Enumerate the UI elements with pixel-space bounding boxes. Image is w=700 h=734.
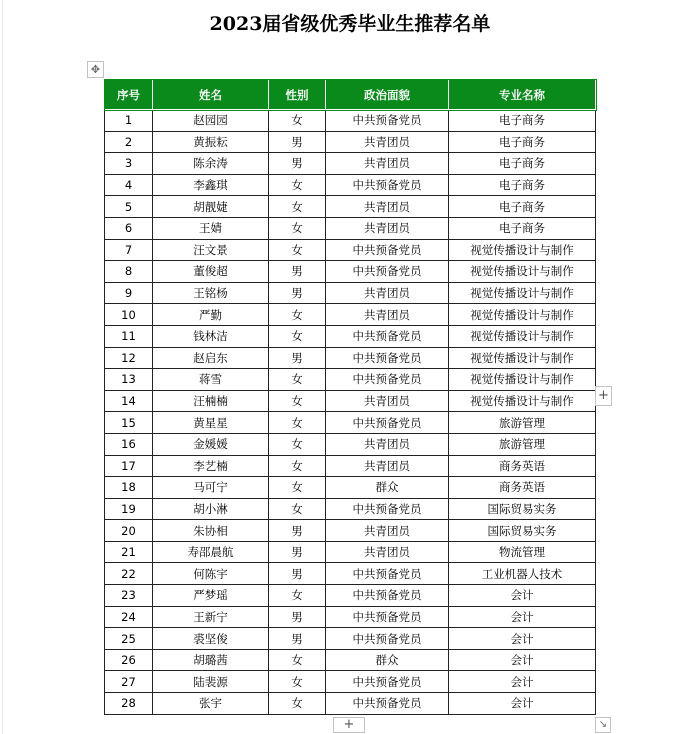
cell-political-status[interactable]: 共青团员 [326,131,449,153]
cell-gender[interactable]: 男 [269,541,326,563]
cell-gender[interactable]: 女 [269,196,326,218]
table-row[interactable] [105,110,596,132]
cell-gender[interactable]: 女 [269,671,326,693]
cell-major[interactable]: 视觉传播设计与制作 [449,261,596,283]
table-row[interactable] [105,606,596,628]
cell-index[interactable]: 5 [105,196,153,218]
cell-political-status[interactable]: 中共预备党员 [326,628,449,650]
cell-major[interactable]: 电子商务 [449,196,596,218]
cell-major[interactable]: 电子商务 [449,110,596,132]
cell-index[interactable]: 12 [105,347,153,369]
cell-gender[interactable]: 男 [269,347,326,369]
cell-major[interactable]: 国际贸易实务 [449,520,596,542]
table-row[interactable] [105,369,596,391]
cell-major[interactable]: 会计 [449,606,596,628]
cell-gender[interactable]: 男 [269,153,326,175]
cell-major[interactable]: 旅游管理 [449,433,596,455]
cell-name[interactable]: 金媛媛 [153,433,269,455]
cell-index[interactable]: 8 [105,261,153,283]
cell-gender[interactable]: 女 [269,412,326,434]
cell-political-status[interactable]: 中共预备党员 [326,174,449,196]
cell-name[interactable]: 严勤 [153,304,269,326]
cell-political-status[interactable]: 中共预备党员 [326,325,449,347]
cell-political-status[interactable]: 中共预备党员 [326,110,449,132]
cell-gender[interactable]: 女 [269,585,326,607]
cell-name[interactable]: 李艺楠 [153,455,269,477]
cell-political-status[interactable]: 共青团员 [326,455,449,477]
cell-index[interactable]: 10 [105,304,153,326]
cell-index[interactable]: 23 [105,585,153,607]
cell-index[interactable]: 16 [105,433,153,455]
cell-gender[interactable]: 女 [269,455,326,477]
cell-index[interactable]: 19 [105,498,153,520]
cell-name[interactable]: 黄振耘 [153,131,269,153]
cell-gender[interactable]: 男 [269,261,326,283]
cell-major[interactable]: 工业机器人技术 [449,563,596,585]
cell-gender[interactable]: 女 [269,325,326,347]
table-row[interactable] [105,261,596,283]
cell-political-status[interactable]: 共青团员 [326,217,449,239]
cell-major[interactable]: 商务英语 [449,455,596,477]
cell-name[interactable]: 王新宁 [153,606,269,628]
cell-index[interactable]: 9 [105,282,153,304]
cell-gender[interactable]: 男 [269,563,326,585]
cell-political-status[interactable]: 中共预备党员 [326,498,449,520]
cell-index[interactable]: 24 [105,606,153,628]
cell-major[interactable]: 会计 [449,628,596,650]
cell-gender[interactable]: 女 [269,498,326,520]
cell-name[interactable]: 汪文景 [153,239,269,261]
cell-political-status[interactable]: 中共预备党员 [326,261,449,283]
cell-index[interactable]: 2 [105,131,153,153]
cell-political-status[interactable]: 中共预备党员 [326,671,449,693]
cell-index[interactable]: 18 [105,477,153,499]
table-row[interactable] [105,628,596,650]
table-row[interactable] [105,153,596,175]
cell-index[interactable]: 13 [105,369,153,391]
table-row[interactable] [105,325,596,347]
cell-index[interactable]: 28 [105,693,153,715]
table-row[interactable] [105,131,596,153]
cell-political-status[interactable]: 共青团员 [326,282,449,304]
header-cell-major: 专业名称 [449,80,596,110]
cell-gender[interactable]: 女 [269,390,326,412]
table-row[interactable] [105,433,596,455]
cell-name[interactable]: 朱协相 [153,520,269,542]
cell-major[interactable]: 旅游管理 [449,412,596,434]
table-row[interactable] [105,174,596,196]
table-row[interactable] [105,671,596,693]
cell-index[interactable]: 14 [105,390,153,412]
cell-index[interactable]: 1 [105,110,153,132]
cell-major[interactable]: 会计 [449,693,596,715]
cell-gender[interactable]: 男 [269,131,326,153]
cell-major[interactable]: 会计 [449,671,596,693]
cell-index[interactable]: 6 [105,217,153,239]
cell-gender[interactable]: 男 [269,282,326,304]
table-row[interactable] [105,282,596,304]
cell-name[interactable]: 胡璐茜 [153,649,269,671]
header-cell-political-status: 政治面貌 [326,80,449,110]
cell-major[interactable]: 电子商务 [449,174,596,196]
table-resize-handle[interactable] [595,717,611,733]
table-row[interactable] [105,412,596,434]
cell-major[interactable]: 视觉传播设计与制作 [449,347,596,369]
plus-icon: + [598,388,609,403]
cell-index[interactable]: 17 [105,455,153,477]
cell-index[interactable]: 25 [105,628,153,650]
cell-name[interactable]: 裘坚俊 [153,628,269,650]
cell-gender[interactable]: 女 [269,304,326,326]
cell-political-status[interactable]: 共青团员 [326,520,449,542]
cell-political-status[interactable]: 中共预备党员 [326,563,449,585]
cell-major[interactable]: 视觉传播设计与制作 [449,390,596,412]
cell-name[interactable]: 胡小淋 [153,498,269,520]
cell-gender[interactable]: 女 [269,110,326,132]
move-icon: ✥ [90,63,101,76]
cell-major[interactable]: 物流管理 [449,541,596,563]
cell-index[interactable]: 15 [105,412,153,434]
cell-gender[interactable]: 男 [269,520,326,542]
cell-political-status[interactable]: 共青团员 [326,196,449,218]
table-row[interactable] [105,239,596,261]
cell-index[interactable]: 3 [105,153,153,175]
add-column-button[interactable] [595,386,612,406]
cell-name[interactable]: 何陈宇 [153,563,269,585]
cell-political-status[interactable]: 群众 [326,477,449,499]
cell-gender[interactable]: 女 [269,217,326,239]
cell-political-status[interactable]: 共青团员 [326,541,449,563]
cell-major[interactable]: 视觉传播设计与制作 [449,325,596,347]
table-row[interactable] [105,196,596,218]
cell-political-status[interactable]: 中共预备党员 [326,585,449,607]
table-row[interactable] [105,390,596,412]
page-title: 2023届省级优秀毕业生推荐名单 [209,13,491,35]
cell-index[interactable]: 20 [105,520,153,542]
cell-major[interactable]: 视觉传播设计与制作 [449,304,596,326]
page-edge [2,0,3,734]
cell-name[interactable]: 王婧 [153,217,269,239]
table-row[interactable] [105,541,596,563]
cell-political-status[interactable]: 共青团员 [326,304,449,326]
cell-political-status[interactable]: 共青团员 [326,433,449,455]
cell-name[interactable]: 寿邵晨航 [153,541,269,563]
cell-gender[interactable]: 女 [269,477,326,499]
cell-major[interactable]: 视觉传播设计与制作 [449,369,596,391]
cell-political-status[interactable]: 中共预备党员 [326,606,449,628]
cell-name[interactable]: 钱林洁 [153,325,269,347]
add-row-button[interactable] [333,717,365,733]
cell-political-status[interactable]: 中共预备党员 [326,412,449,434]
cell-name[interactable]: 严梦瑶 [153,585,269,607]
cell-name[interactable]: 赵启东 [153,347,269,369]
header-cell-index: 序号 [105,80,153,110]
cell-major[interactable]: 视觉传播设计与制作 [449,239,596,261]
plus-icon: + [343,717,355,732]
cell-political-status[interactable]: 中共预备党员 [326,239,449,261]
cell-major[interactable]: 电子商务 [449,153,596,175]
cell-index[interactable]: 11 [105,325,153,347]
cell-major[interactable]: 电子商务 [449,131,596,153]
cell-index[interactable]: 22 [105,563,153,585]
cell-major[interactable]: 会计 [449,585,596,607]
cell-gender[interactable]: 女 [269,239,326,261]
table-header-row [105,80,596,110]
roster-table[interactable] [104,79,596,715]
cell-name[interactable]: 陆裴源 [153,671,269,693]
cell-name[interactable]: 张宇 [153,693,269,715]
cell-name[interactable]: 李鑫琪 [153,174,269,196]
table-row[interactable] [105,585,596,607]
table-row[interactable] [105,520,596,542]
cell-political-status[interactable]: 群众 [326,649,449,671]
table-row[interactable] [105,563,596,585]
cell-index[interactable]: 27 [105,671,153,693]
cell-political-status[interactable]: 中共预备党员 [326,693,449,715]
cell-major[interactable]: 商务英语 [449,477,596,499]
cell-name[interactable]: 赵园园 [153,110,269,132]
cell-index[interactable]: 26 [105,649,153,671]
cell-name[interactable]: 陈余涛 [153,153,269,175]
cell-political-status[interactable]: 共青团员 [326,153,449,175]
cell-gender[interactable]: 女 [269,693,326,715]
cell-major[interactable]: 视觉传播设计与制作 [449,282,596,304]
table-row[interactable] [105,455,596,477]
cell-index[interactable]: 7 [105,239,153,261]
cell-gender[interactable]: 男 [269,606,326,628]
cell-political-status[interactable]: 中共预备党员 [326,369,449,391]
table-row[interactable] [105,649,596,671]
cell-political-status[interactable]: 共青团员 [326,390,449,412]
cell-gender[interactable]: 女 [269,649,326,671]
resize-diagonal-icon: ↘ [598,719,608,730]
cell-gender[interactable]: 女 [269,369,326,391]
cell-index[interactable]: 21 [105,541,153,563]
header-cell-name: 姓名 [153,80,269,110]
cell-name[interactable]: 王铭杨 [153,282,269,304]
table-row[interactable] [105,693,596,715]
cell-name[interactable]: 蒋雪 [153,369,269,391]
header-cell-gender: 性别 [269,80,326,110]
cell-name[interactable]: 马可宁 [153,477,269,499]
cell-major[interactable]: 会计 [449,649,596,671]
cell-name[interactable]: 董俊超 [153,261,269,283]
table-row[interactable] [105,347,596,369]
cell-index[interactable]: 4 [105,174,153,196]
cell-name[interactable]: 胡靓婕 [153,196,269,218]
cell-name[interactable]: 黄星星 [153,412,269,434]
cell-gender[interactable]: 女 [269,174,326,196]
table-row[interactable] [105,217,596,239]
cell-major[interactable]: 电子商务 [449,217,596,239]
cell-name[interactable]: 汪楠楠 [153,390,269,412]
table-row[interactable] [105,498,596,520]
cell-political-status[interactable]: 中共预备党员 [326,347,449,369]
table-row[interactable] [105,304,596,326]
table-row[interactable] [105,477,596,499]
cell-major[interactable]: 国际贸易实务 [449,498,596,520]
cell-gender[interactable]: 女 [269,433,326,455]
table-move-handle[interactable] [87,61,104,78]
cell-gender[interactable]: 男 [269,628,326,650]
